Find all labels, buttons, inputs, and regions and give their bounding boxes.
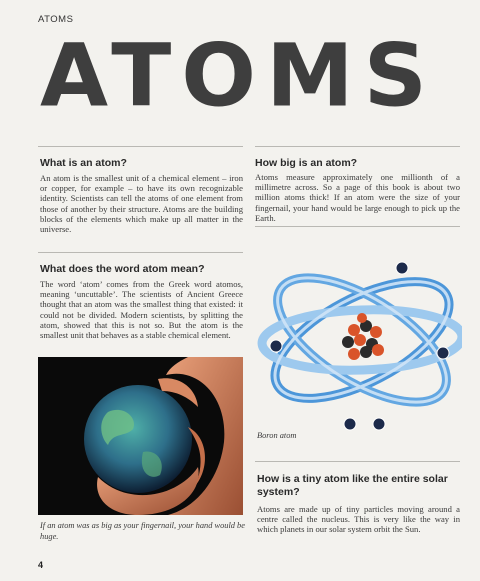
heading-what-is-atom: What is an atom? xyxy=(40,157,127,169)
text-solar-system: Atoms are made up of tiny particles moving around a centre called the nucleus. This is very like the way in which planets in our solar system orbit the Sun. xyxy=(257,504,460,535)
boron-atom-diagram xyxy=(252,228,462,448)
heading-word-meaning: What does the word atom mean? xyxy=(40,263,205,275)
earth-in-hand-illustration xyxy=(38,357,243,515)
diagram-caption: Boron atom xyxy=(257,431,297,440)
electron xyxy=(270,340,282,352)
earth-in-hand-photo xyxy=(38,357,243,515)
electron xyxy=(373,418,385,430)
electron xyxy=(396,262,408,274)
divider xyxy=(255,146,460,147)
text-what-is-atom: An atom is the smallest unit of a chemical element – iron or copper, for example – to have its own recognizable identity. Scientists can tell the atoms of one element from those of another by their structure. Atoms are the building blocks of the elements which make up all matter in the universe. xyxy=(40,173,243,235)
section-label: ATOMS xyxy=(38,14,74,25)
nucleus xyxy=(342,313,384,360)
divider xyxy=(38,252,243,253)
divider xyxy=(38,146,243,147)
page-number: 4 xyxy=(38,560,44,570)
heading-solar-system: How is a tiny atom like the entire solar system? xyxy=(257,473,448,498)
heading-how-big: How big is an atom? xyxy=(255,157,358,169)
photo-caption: If an atom was as big as your fingernail, your hand would be huge. xyxy=(40,521,245,541)
divider xyxy=(255,226,460,227)
text-how-big: Atoms measure approximately one millionth of a millimetre across. So a page of this book is about two million atoms thick! If an atom were the size of your fingernail, your hand would be large enough to pick up the Earth. xyxy=(255,172,460,223)
text-word-meaning: The word ‘atom’ comes from the Greek word atomos, meaning ‘uncuttable’. The scientists of Ancient Greece thought that an atom was the smallest thing that existed: it could not be divided. Modern scientists, by splitting the atom, showed that this is not so. But the atom is the smallest unit that behaves as a stable chemical element. xyxy=(40,279,243,341)
electron xyxy=(437,347,449,359)
divider xyxy=(255,461,460,462)
electron xyxy=(344,418,356,430)
page-title: ATOMS xyxy=(40,25,438,126)
